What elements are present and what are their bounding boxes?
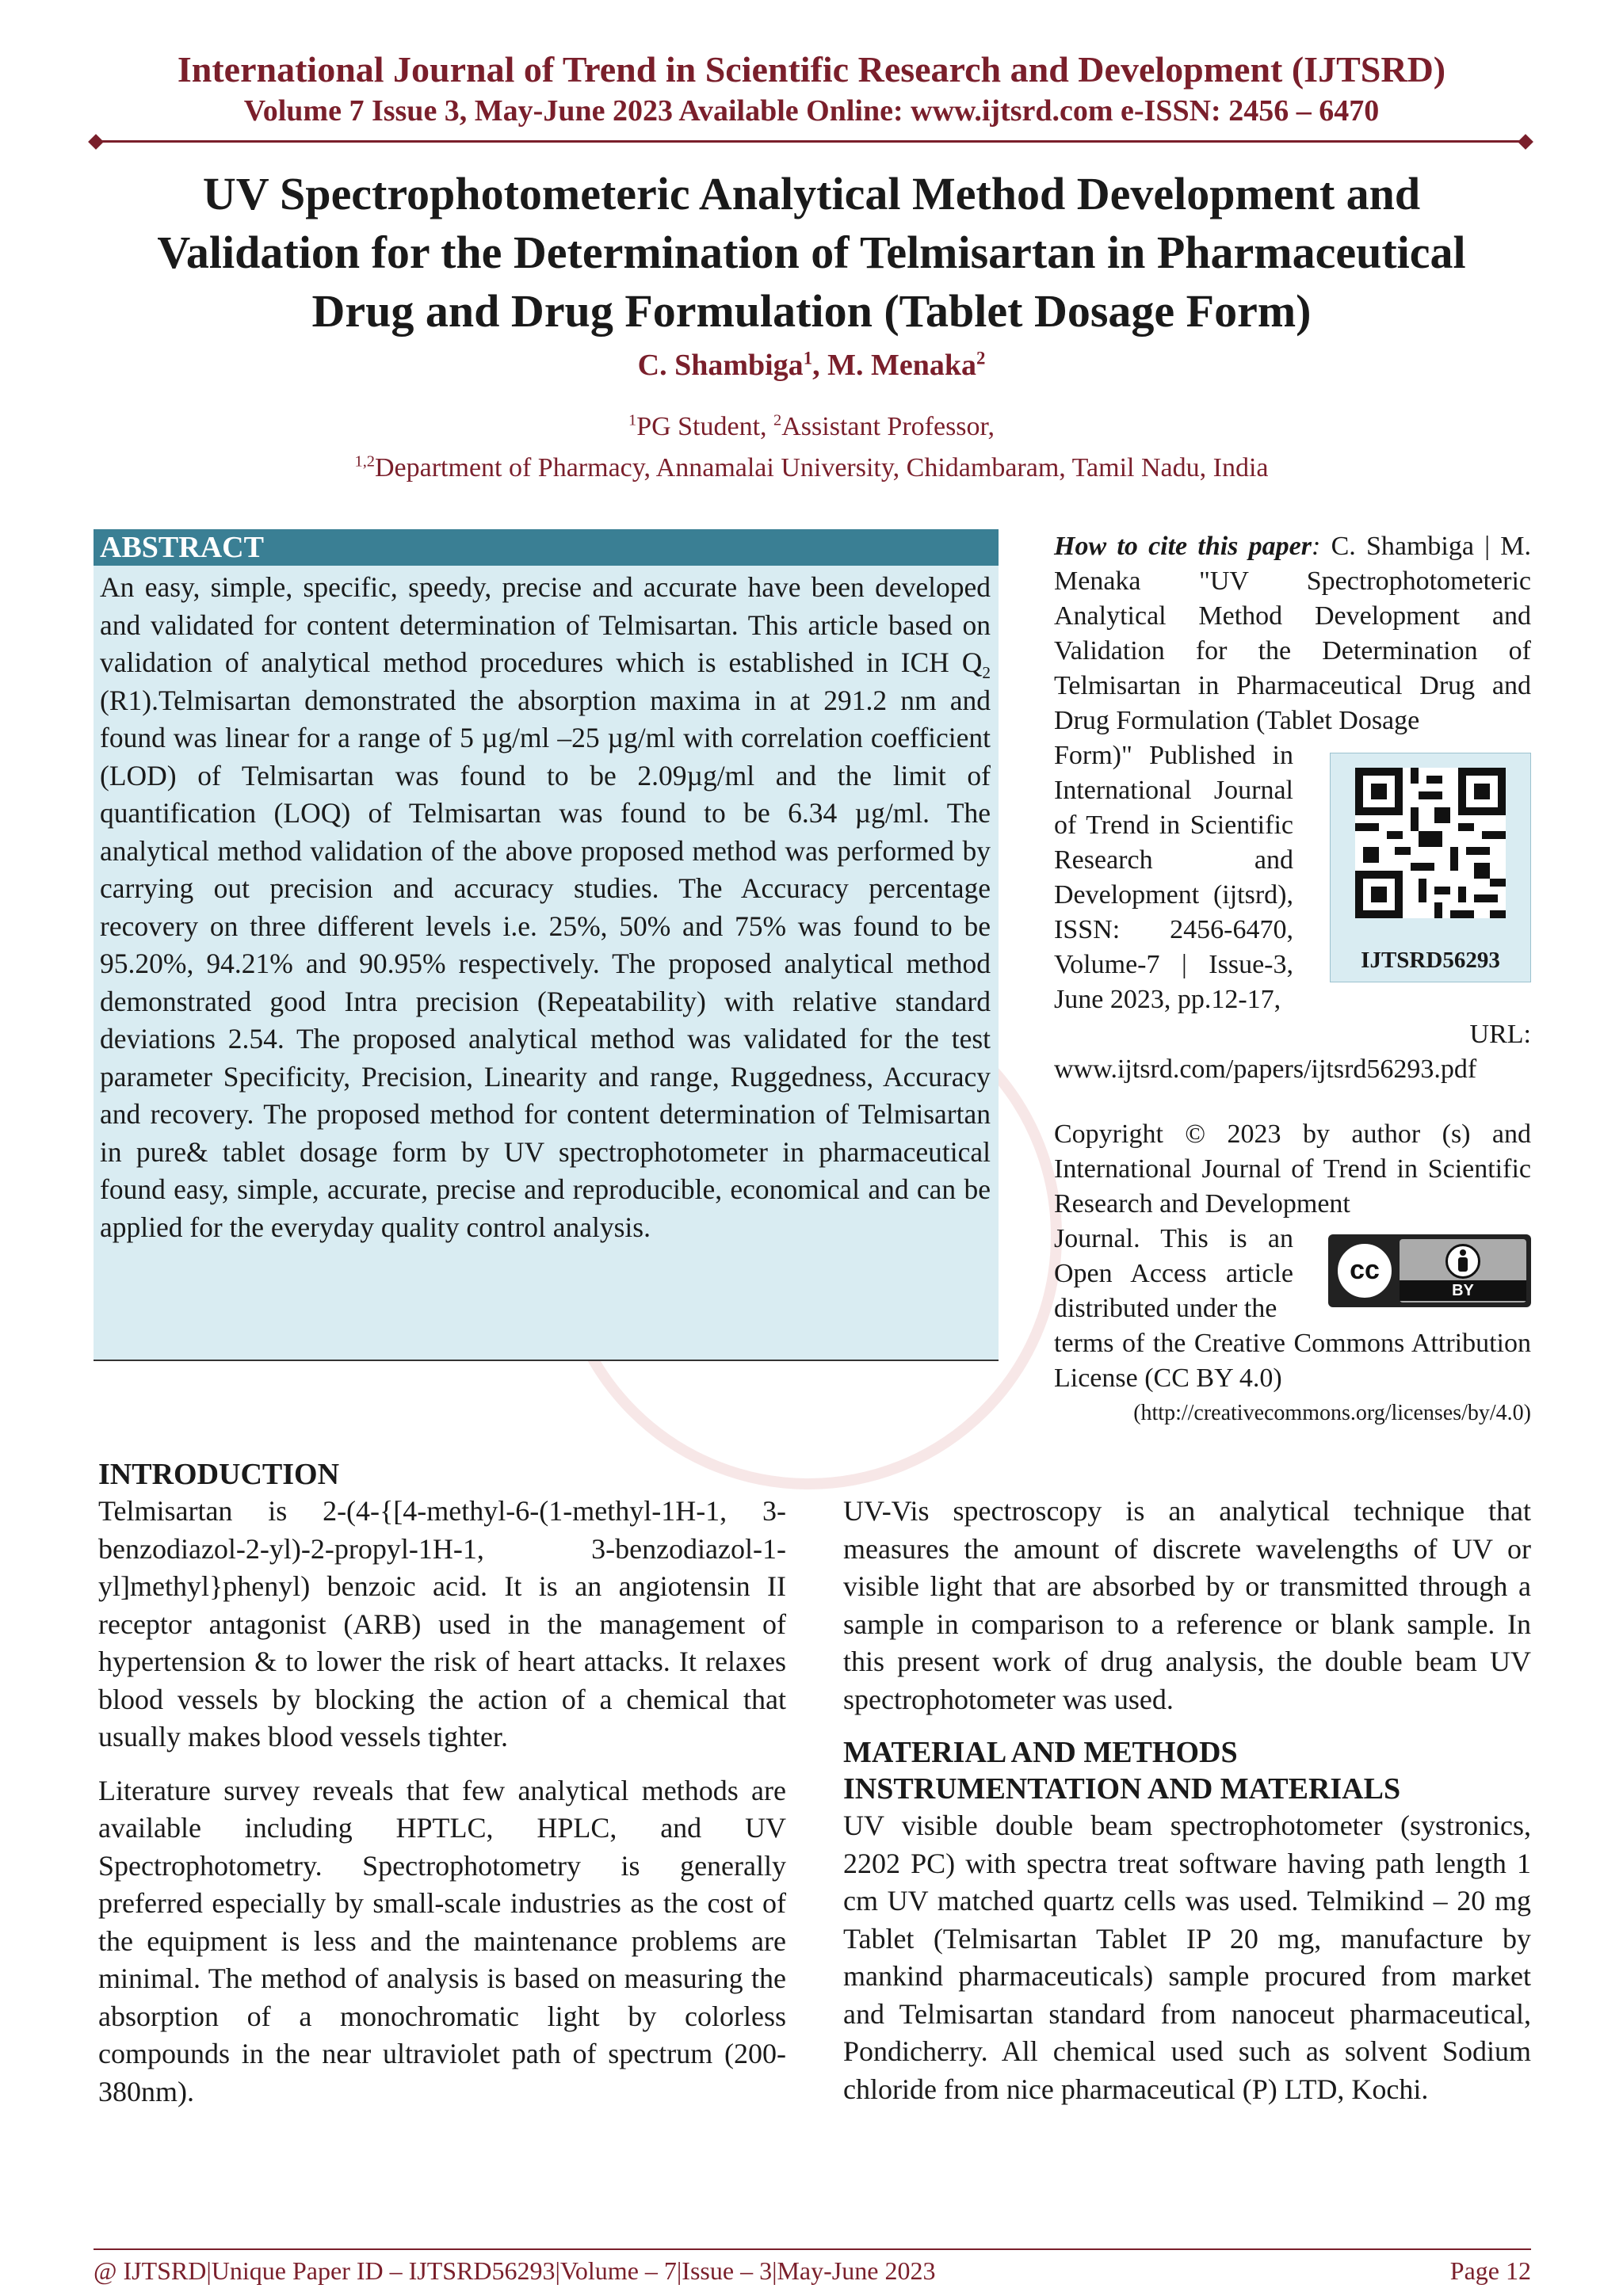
license-url[interactable]: (http://creativecommons.org/licenses/by/4.0): [1133, 1401, 1531, 1425]
by-panel: [1400, 1239, 1526, 1302]
by-label: BY: [1400, 1280, 1526, 1301]
author-name: M. Menaka: [827, 349, 976, 382]
header-rule: [98, 140, 1525, 143]
footer-sep: |: [676, 2256, 682, 2285]
footer-page-number: Page 12: [1449, 2256, 1531, 2285]
footer-paper-id: Unique Paper ID – IJTSRD56293: [211, 2256, 556, 2285]
intro-paragraph: Literature survey reveals that few analytical methods are available including HPTLC, HPLC, and UV Spectrophotometry. Spectrophotometry is generally preferred especially by small-scale industries as the cost of the equipment is less and the maintenance problems are minimal. The method of analysis is based on measuring the absorption of a monochromatic light by colorless compounds in the near ultraviolet path of spectrum (200-380nm).: [98, 1774, 786, 2107]
footer-journal: @ IJTSRD: [94, 2256, 207, 2285]
page-footer: [94, 2255, 1531, 2286]
affiliation-roles: [0, 409, 1623, 445]
rule-diamond-right: [1518, 134, 1533, 150]
title-line: Validation for the Determination of Telmisartan in Pharmaceutical: [157, 227, 1466, 278]
footer-issue: Issue – 3: [682, 2256, 773, 2285]
affil-role: PG Student,: [636, 412, 774, 441]
methods-heading: MATERIAL AND METHODS: [843, 1736, 1238, 1769]
intro-paragraph: Telmisartan is 2-(4-{[4-methyl-6-(1-methyl-1H-1, 3-benzodiazol-2-yl)-2-propyl-1H-1, 3-benzodiazol-1-yl]methyl}phenyl) benzoic acid. It is an angiotensin II receptor antagonist (ARB) used in the management of hypertension & to lower the risk of heart attacks. It relaxes blood vessels by blocking the action of a chemical that usually makes blood vessels tighter.: [98, 1495, 786, 1753]
journal-name: International Journal of Trend in Scientific Research and Development (IJTSRD): [177, 49, 1446, 90]
copyright-wide: Copyright © 2023 by author (s) and International Journal of Trend in Scientific Research and Development: [1054, 1119, 1531, 1219]
affil-sup: 2: [773, 411, 782, 429]
introduction-heading: INTRODUCTION: [98, 1458, 340, 1491]
affil-sup: 1,2: [354, 452, 375, 471]
footer-sep: |: [555, 2256, 560, 2285]
citation-narrow: Form)" Published in International Journal of Trend in Scientific Research and Development (ijtsrd), ISSN: 2456-6470, Volume-7 | Issue-3, June 2023, pp.12-17,: [1054, 741, 1293, 1014]
footer-rule: [94, 2248, 1531, 2250]
citation-text: C. Shambiga | M. Menaka "UV Spectrophotometeric Analytical Method Development and Validation for the Determination of Telmisartan in Pharmaceutical Drug and Drug Formulation (Tablet Dosage: [1054, 532, 1531, 735]
intro-paragraph: UV-Vis spectroscopy is an analytical technique that measures the amount of discrete wavelengths of UV or visible light that are absorbed by or transmitted through a sample in comparison to a reference or blank sample. In this present work of drug analysis, the double beam UV spectrophotometer was used.: [843, 1495, 1531, 1715]
author-affil-sup: 2: [976, 348, 986, 368]
authors: [0, 345, 1623, 385]
citation-url[interactable]: www.ijtsrd.com/papers/ijtsrd56293.pdf: [1054, 1055, 1477, 1084]
affil-dept: Department of Pharmacy, Annamalai University, Chidambaram, Tamil Nadu, India: [375, 453, 1269, 482]
affil-role: Assistant Professor,: [781, 412, 995, 441]
footer-volume: Volume – 7: [559, 2256, 677, 2285]
issue-line: Volume 7 Issue 3, May-June 2023 Available Online: www.ijtsrd.com e-ISSN: 2456 – 6470: [243, 94, 1380, 128]
author-affil-sup: 1: [803, 348, 813, 368]
footer-sep: |: [772, 2256, 777, 2285]
footer-date: May-June 2023: [777, 2256, 936, 2285]
right-column: [843, 1493, 1531, 2108]
copyright-narrow: Journal. This is an Open Access article distributed under the: [1054, 1224, 1293, 1323]
qr-code-icon: [1355, 768, 1506, 918]
methods-paragraph: UV visible double beam spectrophotometer (systronics, 2202 PC) with spectra treat software having path length 1 cm UV matched quartz cells was used. Telmikind – 20 mg Tablet (Telmisartan Tablet IP 20 mg, manufacture by mankind pharmaceuticals) sample procured from market and Telmisartan standard from nanoceut pharmaceutical, Pondicherry. All chemical used such as solvent Sodium chloride from nice pharmaceutical (P) LTD, Kochi.: [843, 1810, 1531, 2105]
cc-icon: cc: [1335, 1241, 1395, 1301]
abstract-box: [94, 566, 999, 1361]
citation-label: How to cite this paper: [1054, 532, 1312, 561]
title-line: Drug and Drug Formulation (Tablet Dosage Form): [311, 285, 1312, 337]
paper-title: [87, 165, 1536, 341]
title-line: UV Spectrophotometeric Analytical Method Development and: [202, 168, 1421, 219]
author-separator: ,: [812, 349, 828, 382]
citation-wide: How to cite this paper: C. Shambiga | M. Menaka "UV Spectrophotometeric Analytical Method Development and Validation for the Determination of Telmisartan in Pharmaceutical Drug and Drug Formulation (Tablet Dosage: [1054, 532, 1531, 735]
author-name: C. Shambiga: [637, 349, 804, 382]
qr-paper-id: IJTSRD56293: [1361, 948, 1500, 973]
copyright-after: terms of the Creative Commons Attribution License (CC BY 4.0): [1054, 1329, 1531, 1393]
abstract-heading: ABSTRACT: [94, 529, 999, 566]
cc-by-license-badge: [1328, 1234, 1531, 1307]
qr-code-box: [1330, 753, 1531, 982]
affil-sup: 1: [628, 411, 637, 429]
affiliation-department: [0, 450, 1623, 486]
attribution-person-icon: [1445, 1244, 1480, 1279]
abstract-text: An easy, simple, specific, speedy, precise and accurate have been developed and validated for content determination of Telmisartan. This article based on validation of analytical method procedures which is established in ICH $Q_2$ (R1).Telmisartan demonstrated the absorption maxima in at 291.2 nm and found was linear for a range of 5 µg/ml –25 µg/ml with correlation coefficient (LOD) of Telmisartan was found to be 2.09µg/ml and the limit of quantification (LOQ) of Telmisartan was found to be 6.34 µg/ml. The analytical method validation of the above proposed method was performed by carrying out precision and accuracy studies. The Accuracy percentage recovery on three different levels i.e. 25%, 50% and 75% was found to be 95.20%, 94.21% and 90.95% respectively. The proposed analytical method demonstrated good Intra precision (Repeatability) with relative standard deviations 2.54. The proposed analytical method was validated for the test parameter Specificity, Precision, Linearity and range, Ruggedness, Accuracy and recovery. The proposed method for content determination of Telmisartan in pure& tablet dosage form by UV spectrophotometer in pharmaceutical found easy, simple, accurate, precise and reproducible, economical and can be applied for the everyday quality control analysis.: [100, 571, 991, 1243]
footer-sep: |: [206, 2256, 212, 2285]
introduction-section: [98, 1456, 786, 2111]
citation-url-label: URL:: [1469, 1020, 1531, 1049]
instrumentation-heading: INSTRUMENTATION AND MATERIALS: [843, 1772, 1401, 1806]
